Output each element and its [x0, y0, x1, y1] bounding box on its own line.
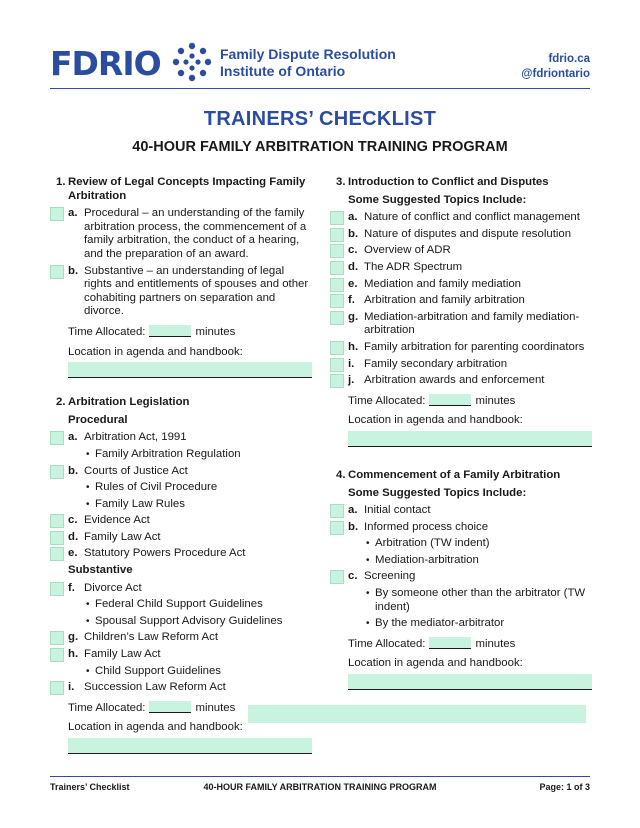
checklist-item: e. Mediation and family mediation — [330, 278, 592, 292]
subheading: Some Suggested Topics Include: — [348, 486, 527, 499]
subheading: Some Suggested Topics Include: — [348, 193, 527, 206]
checklist-item: c. Evidence Act — [50, 514, 312, 528]
time-allocated-row: Time Allocated: minutes — [348, 394, 516, 407]
checkbox[interactable] — [50, 681, 64, 695]
checklist-item: b. Nature of disputes and dispute resolution — [330, 228, 592, 242]
checklist-item: a. Procedural – an understanding of the family arbitration process, the commencement of a family arbitration, the conduct of a hearing, and the preparation of an award. — [50, 207, 312, 261]
section-heading: 1. Review of Legal Concepts Impacting Family Arbitration — [56, 176, 306, 202]
checkbox[interactable] — [330, 311, 344, 325]
checklist-item: g. Children’s Law Reform Act — [50, 631, 312, 645]
location-label: Location in agenda and handbook: — [348, 657, 523, 670]
left-column — [50, 176, 312, 754]
checklist-item: j. Arbitration awards and enforcement — [330, 374, 592, 388]
footer-divider — [50, 776, 590, 777]
bullet-item: • Federal Child Support Guidelines — [50, 598, 312, 612]
checklist-item: b. Courts of Justice Act — [50, 465, 312, 479]
checkbox[interactable] — [50, 547, 64, 561]
checkbox[interactable] — [330, 358, 344, 372]
checkbox[interactable] — [330, 278, 344, 292]
checkbox[interactable] — [50, 465, 64, 479]
section-heading: 4. Commencement of a Family Arbitration — [336, 468, 561, 481]
time-allocated-row: Time Allocated: minutes — [68, 325, 236, 338]
checklist-item: h. Family Law Act — [50, 648, 312, 662]
checkbox[interactable] — [330, 261, 344, 275]
bullet-item: • Child Support Guidelines — [50, 665, 312, 679]
location-label: Location in agenda and handbook: — [68, 721, 243, 734]
checklist-item: c. Overview of ADR — [330, 244, 592, 258]
checklist-item: d. Family Law Act — [50, 531, 312, 545]
checkbox[interactable] — [50, 648, 64, 662]
checkbox[interactable] — [330, 504, 344, 518]
org-name: Family Dispute Resolution Institute of Ontario — [220, 46, 396, 79]
location-input[interactable] — [68, 738, 312, 754]
checklist-item: f. Arbitration and family arbitration — [330, 294, 592, 308]
minutes-input[interactable] — [429, 637, 471, 649]
checklist-item: f. Divorce Act — [50, 582, 312, 596]
checkbox[interactable] — [50, 265, 64, 279]
bullet-item: • Rules of Civil Procedure — [50, 481, 312, 495]
website-link[interactable]: fdrio.ca — [548, 53, 590, 65]
footer-center: 40-HOUR FAMILY ARBITRATION TRAINING PROGRAM — [203, 782, 437, 792]
checkbox[interactable] — [50, 207, 64, 221]
footer-left: Trainers’ Checklist — [50, 782, 130, 792]
logo-text: FDRIO — [50, 44, 161, 83]
bullet-item: • Family Arbitration Regulation — [50, 448, 312, 462]
checklist-item: i. Succession Law Reform Act — [50, 681, 312, 695]
location-input[interactable] — [68, 362, 312, 378]
checkbox[interactable] — [330, 244, 344, 258]
minutes-input[interactable] — [149, 325, 191, 337]
footer-page-number: Page: 1 of 3 — [539, 782, 590, 792]
location-label: Location in agenda and handbook: — [348, 414, 523, 427]
bullet-item: • Mediation-arbitration — [330, 554, 592, 568]
checklist-item: b. Substantive – an understanding of legal rights and entitlements of spouses and other cohabiting partners on separation and divorce. — [50, 265, 312, 319]
highlight-band — [248, 705, 586, 723]
checklist-item: b. Informed process choice — [330, 521, 592, 535]
checklist-item: d. The ADR Spectrum — [330, 261, 592, 275]
bullet-item: • Arbitration (TW indent) — [330, 537, 592, 551]
subheading: Procedural — [68, 413, 128, 426]
checkbox[interactable] — [50, 631, 64, 645]
checkbox[interactable] — [330, 570, 344, 584]
location-input[interactable] — [348, 431, 592, 447]
time-allocated-row: Time Allocated: minutes — [348, 637, 516, 650]
bullet-item: • By someone other than the arbitrator (TW indent) — [330, 587, 592, 614]
checkbox[interactable] — [330, 341, 344, 355]
time-allocated-row: Time Allocated: minutes — [68, 701, 236, 714]
header-divider — [50, 88, 590, 89]
location-input[interactable] — [348, 674, 592, 690]
checklist-item: h. Family arbitration for parenting coordinators — [330, 341, 592, 355]
checkbox[interactable] — [330, 211, 344, 225]
minutes-input[interactable] — [149, 701, 191, 713]
page-subtitle: 40-HOUR FAMILY ARBITRATION TRAINING PROGRAM — [132, 139, 508, 155]
checkbox[interactable] — [50, 514, 64, 528]
checkbox[interactable] — [330, 294, 344, 308]
checkbox[interactable] — [50, 431, 64, 445]
bullet-item: • Family Law Rules — [50, 498, 312, 512]
fdrio-logo-icon — [170, 40, 214, 84]
checkbox[interactable] — [330, 521, 344, 535]
bullet-item: • By the mediator-arbitrator — [330, 617, 592, 631]
checklist-item: g. Mediation-arbitration and family mediation-arbitration — [330, 311, 592, 338]
checklist-item: i. Family secondary arbitration — [330, 358, 592, 372]
checklist-item: a. Nature of conflict and conflict management — [330, 211, 592, 225]
contact-info — [521, 52, 590, 82]
section-heading: 3. Introduction to Conflict and Disputes — [336, 176, 549, 188]
checklist-item: a. Arbitration Act, 1991 — [50, 431, 312, 445]
subheading: Substantive — [68, 564, 133, 577]
checklist-item: e. Statutory Powers Procedure Act — [50, 547, 312, 561]
social-handle[interactable]: @fdriontario — [521, 68, 590, 80]
checklist-item: a. Initial contact — [330, 504, 592, 518]
section-heading: 2. Arbitration Legislation — [56, 396, 190, 409]
checkbox[interactable] — [50, 582, 64, 596]
right-column — [330, 176, 592, 690]
minutes-input[interactable] — [429, 394, 471, 406]
checkbox[interactable] — [330, 228, 344, 242]
page-title: TRAINERS’ CHECKLIST — [203, 108, 437, 130]
location-label: Location in agenda and handbook: — [68, 345, 243, 358]
checkbox[interactable] — [330, 374, 344, 388]
checklist-item: c. Screening — [330, 570, 592, 584]
page-header — [50, 38, 590, 90]
bullet-item: • Spousal Support Advisory Guidelines — [50, 615, 312, 629]
checkbox[interactable] — [50, 531, 64, 545]
